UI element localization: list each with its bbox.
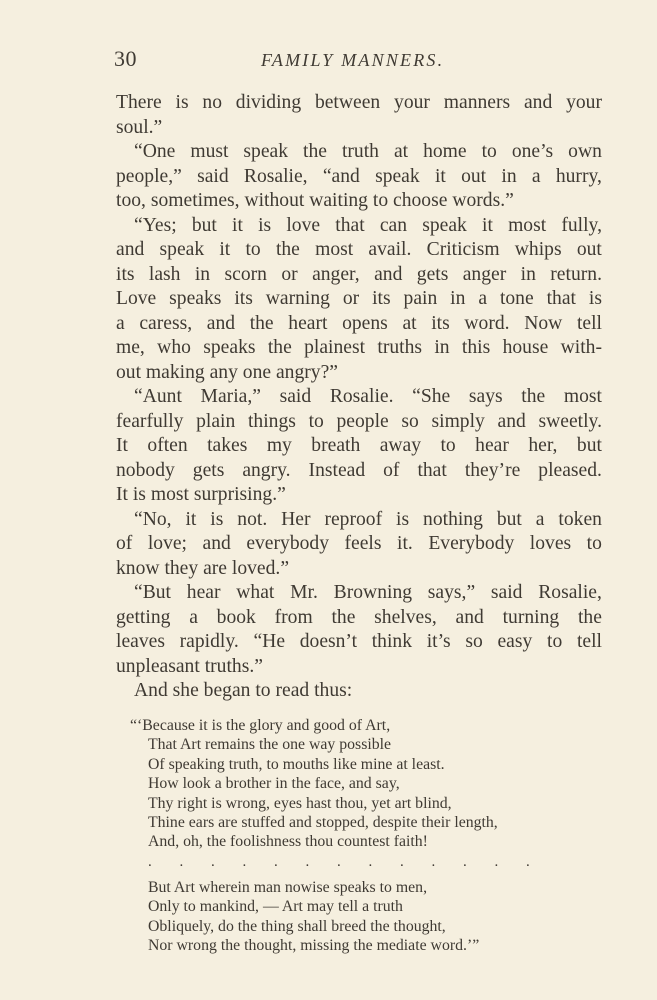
word: with- (560, 337, 602, 358)
text-line (116, 410, 602, 435)
text-line (116, 606, 602, 631)
word: reproof (324, 508, 383, 530)
word: rapidly. (179, 631, 239, 652)
word: but (576, 435, 602, 456)
word: own (568, 141, 602, 162)
word: of (116, 533, 133, 554)
word: easy (497, 631, 533, 652)
word: that (546, 288, 576, 309)
word: love; (147, 533, 188, 554)
word: speak (375, 165, 420, 187)
word: to (308, 410, 324, 432)
word: truths (377, 337, 423, 358)
word: in (520, 263, 536, 285)
word: It (116, 435, 128, 456)
word: a (535, 508, 545, 530)
word: the (331, 606, 356, 628)
poem-ellipsis: . . . . . . . . . . . . . (148, 853, 542, 870)
word: in (434, 337, 450, 358)
word: and (497, 410, 526, 432)
word: not. (237, 508, 268, 530)
word: its (116, 263, 135, 285)
word: out (461, 165, 487, 187)
poem-line: And, oh, the foolishness thou countest faith! (148, 833, 428, 851)
text-line: And she began to read thus: (134, 680, 353, 701)
word: the (521, 386, 546, 407)
word: and (523, 92, 553, 113)
text-line (116, 214, 602, 239)
text-line (116, 165, 602, 190)
word: the (249, 312, 274, 334)
text-line (116, 385, 602, 410)
poem-line: That Art remains the one way possible (148, 736, 392, 754)
word: lash (148, 263, 181, 285)
poem-line: Nor wrong the thought, missing the mediate word.’” (148, 936, 480, 954)
word: to (586, 533, 602, 554)
text-line (116, 140, 602, 165)
word: people (336, 410, 389, 432)
word: Mr. (290, 582, 318, 603)
word: heart (288, 312, 328, 334)
running-head (114, 46, 600, 76)
word: house (502, 337, 549, 358)
poem-line: Obliquely, do the thing shall breed the thought, (148, 917, 446, 935)
word: and (116, 239, 145, 260)
word: warning (265, 288, 330, 309)
word: between (314, 92, 381, 113)
word: plainest (304, 337, 366, 358)
word: turning (502, 606, 560, 628)
running-title: FAMILY MANNERS. (261, 50, 445, 70)
word: fully, (561, 214, 602, 236)
word: out (576, 239, 602, 260)
word: speaks (169, 288, 222, 309)
word: me, (116, 337, 145, 358)
word: think (371, 631, 413, 652)
word: feels (344, 533, 382, 554)
word: return. (550, 263, 602, 285)
word: avail. (368, 239, 412, 260)
word: that (335, 214, 365, 236)
word: love (286, 214, 321, 236)
word: people,” (116, 165, 182, 187)
word: breath (311, 435, 361, 456)
word: takes (207, 435, 248, 456)
word: scorn (224, 263, 267, 285)
word: anger, (312, 263, 360, 285)
word: doesn’t (299, 631, 358, 652)
word: at (393, 141, 409, 162)
word: and (374, 263, 403, 285)
word: is (210, 508, 224, 530)
word: dividing (235, 92, 302, 113)
word: “Yes; (134, 214, 177, 236)
word: pain (403, 288, 438, 309)
word: or (281, 263, 298, 285)
word: but (191, 214, 217, 236)
word: at (402, 312, 417, 334)
word: in (450, 288, 466, 309)
poem-line: “‘Because it is the glory and good of Art, (130, 717, 391, 734)
word: it (482, 214, 493, 236)
word: tone (499, 288, 534, 309)
word: Her (281, 508, 311, 530)
word: speaks (203, 337, 256, 358)
word: they’re (464, 459, 521, 481)
word: who (157, 337, 191, 358)
word: its (372, 288, 391, 309)
word: to (547, 631, 563, 652)
word: nothing (423, 508, 483, 530)
word: hear (475, 435, 509, 456)
word: token (558, 508, 602, 530)
word: speak (422, 214, 467, 236)
word: truth (341, 141, 379, 162)
word: the (303, 141, 327, 162)
word: Browning (333, 582, 413, 603)
word: “He (253, 631, 286, 652)
word: a (189, 606, 198, 628)
text-line (116, 238, 602, 263)
word: leaves (116, 631, 165, 652)
word: a (478, 288, 488, 309)
word: gets (416, 263, 449, 285)
text-line (116, 263, 602, 288)
poem-line: Thine ears are stuffed and stopped, despite their length, (148, 813, 498, 831)
word: “She (412, 386, 451, 407)
text-line (116, 581, 602, 606)
word: is (396, 508, 410, 530)
word: nobody (116, 459, 175, 481)
text-line: out making any one angry?” (116, 361, 338, 383)
word: in (194, 263, 211, 285)
text-line (116, 312, 602, 337)
page-number: 30 (114, 46, 137, 71)
word: Rosalie, (243, 165, 308, 187)
word: tell (576, 631, 602, 652)
word: tell (576, 312, 602, 334)
word: Now (524, 312, 563, 334)
text-line: know they are loved.” (116, 557, 290, 579)
word: what (236, 582, 275, 603)
word: hurry, (555, 165, 602, 187)
word: shelves, (374, 606, 437, 628)
word: that (417, 459, 447, 481)
word: most (563, 386, 602, 407)
word: it (232, 214, 243, 236)
text-line (116, 287, 602, 312)
word: plain (196, 410, 236, 432)
word: gets (192, 459, 225, 481)
word: sweetly. (538, 410, 602, 432)
text-line (116, 630, 602, 655)
word: her, (528, 435, 558, 456)
word: it (434, 165, 446, 187)
word: so (465, 631, 483, 652)
word: a (531, 165, 541, 187)
word: often (147, 435, 188, 456)
word: away (379, 435, 422, 456)
word: is (588, 288, 602, 309)
word: the (267, 337, 292, 358)
word: said (490, 582, 523, 603)
text-line (116, 91, 602, 116)
word: a (116, 312, 125, 334)
word: to (245, 239, 261, 260)
word: “But (134, 582, 172, 603)
word: word. (464, 312, 510, 334)
word: home (423, 141, 467, 162)
poem-line: Of speaking truth, to mouths like mine at least. (148, 755, 445, 773)
text-line: unpleasant truths.” (116, 655, 263, 677)
word: its (431, 312, 450, 334)
word: Rosalie. (329, 386, 394, 407)
word: the (577, 606, 602, 628)
word: speak (243, 141, 289, 162)
word: “One (134, 141, 176, 162)
word: Maria,” (200, 386, 261, 407)
word: one’s (511, 141, 554, 162)
text-line: soul.” (116, 116, 163, 138)
word: so (401, 410, 419, 432)
word: getting (116, 606, 171, 628)
word: There (116, 92, 162, 113)
text-line (116, 459, 602, 484)
word: things (247, 410, 296, 432)
word: says,” (427, 582, 476, 603)
word: said (197, 165, 229, 187)
word: manners (443, 92, 511, 113)
word: can (379, 214, 408, 236)
word: this (461, 337, 491, 358)
text-line: It is most surprising.” (116, 484, 286, 505)
word: but (496, 508, 522, 530)
word: it. (397, 533, 413, 554)
poem-line: Only to mankind, — Art may tell a truth (148, 898, 403, 916)
poem-line: How look a brother in the face, and say, (148, 775, 400, 793)
word: its (234, 288, 253, 309)
word: Criticism (426, 239, 500, 260)
word: Everybody (428, 533, 515, 554)
word: said (279, 386, 312, 407)
word: the (275, 239, 300, 260)
text-line: too, sometimes, without waiting to choose words.” (116, 190, 514, 211)
word: book (216, 606, 256, 628)
word: no (202, 92, 222, 113)
word: is (258, 214, 272, 236)
word: of (383, 459, 400, 481)
word: must (190, 141, 229, 162)
word: and (206, 312, 236, 334)
word: hear (186, 582, 221, 603)
word: to (440, 435, 456, 456)
word: whips (514, 239, 562, 260)
word: anger (462, 263, 507, 285)
word: “No, (134, 508, 172, 530)
word: simply (431, 410, 485, 432)
word: says (468, 386, 503, 407)
word: most (508, 214, 547, 236)
word: to (481, 141, 497, 162)
word: it (185, 508, 197, 530)
poem-line: Thy right is wrong, eyes hast thou, yet art blind, (148, 794, 452, 812)
word: it’s (426, 631, 451, 652)
text-line (116, 434, 602, 459)
word: “and (322, 165, 360, 187)
word: Instead (308, 459, 366, 481)
word: it (219, 239, 231, 260)
word: your (566, 92, 602, 113)
body-text (116, 91, 602, 704)
word: Rosalie, (538, 582, 602, 603)
text-line (116, 532, 602, 557)
word: fearfully (116, 410, 184, 432)
word: “Aunt (134, 386, 182, 407)
word: caress, (139, 312, 193, 334)
text-line (116, 336, 602, 361)
word: from (274, 606, 313, 628)
word: my (266, 435, 292, 456)
word: Love (116, 288, 157, 309)
poem-quotation (130, 716, 610, 955)
word: and (455, 606, 484, 628)
word: and (202, 533, 231, 554)
word: most (315, 239, 354, 260)
word: pleased. (538, 459, 602, 481)
word: everybody (246, 533, 330, 554)
word: is (175, 92, 189, 113)
word: or (342, 288, 360, 309)
text-line (116, 508, 602, 533)
word: opens (342, 312, 388, 334)
poem-line: But Art wherein man nowise speaks to men, (148, 878, 428, 896)
word: angry. (242, 459, 291, 481)
word: loves (529, 533, 572, 554)
word: in (501, 165, 517, 187)
word: speak (159, 239, 205, 260)
word: your (394, 92, 430, 113)
